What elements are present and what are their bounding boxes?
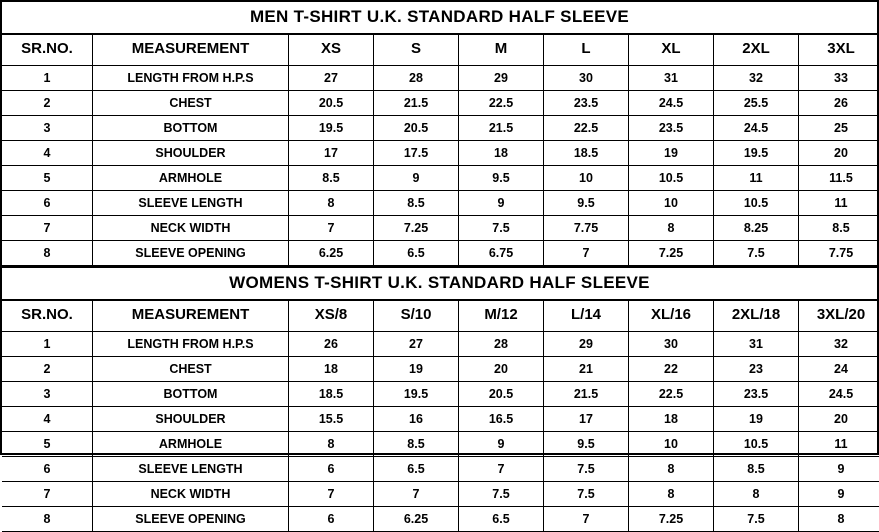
cell-xs8: 26 xyxy=(289,332,374,357)
cell-measurement: NECK WIDTH xyxy=(93,482,289,507)
cell-3xl: 20 xyxy=(799,141,879,166)
men-header-row xyxy=(2,35,879,66)
cell-3xl20: 9 xyxy=(799,457,879,482)
cell-xl: 10.5 xyxy=(629,166,714,191)
cell-s10: 6.25 xyxy=(374,507,459,532)
cell-measurement: SLEEVE OPENING xyxy=(93,241,289,266)
cell-xl: 8 xyxy=(629,216,714,241)
cell-measurement: SHOULDER xyxy=(93,407,289,432)
cell-sr: 4 xyxy=(2,141,93,166)
cell-2xl: 32 xyxy=(714,66,799,91)
men-header-sr: SR.NO. xyxy=(2,35,93,66)
cell-l: 23.5 xyxy=(544,91,629,116)
cell-s: 6.5 xyxy=(374,241,459,266)
cell-xs: 27 xyxy=(289,66,374,91)
cell-l: 7.75 xyxy=(544,216,629,241)
cell-xs8: 18 xyxy=(289,357,374,382)
cell-m12: 20 xyxy=(459,357,544,382)
men-table-head xyxy=(2,35,879,66)
womens-table-body xyxy=(2,332,879,532)
cell-sr: 6 xyxy=(2,457,93,482)
cell-2xl18: 8.5 xyxy=(714,457,799,482)
cell-measurement: LENGTH FROM H.P.S xyxy=(93,332,289,357)
womens-size-table xyxy=(2,301,879,532)
cell-measurement: SLEEVE OPENING xyxy=(93,507,289,532)
cell-s10: 6.5 xyxy=(374,457,459,482)
cell-xs: 20.5 xyxy=(289,91,374,116)
cell-sr: 5 xyxy=(2,432,93,457)
cell-l: 18.5 xyxy=(544,141,629,166)
cell-2xl18: 19 xyxy=(714,407,799,432)
cell-2xl: 19.5 xyxy=(714,141,799,166)
cell-sr: 4 xyxy=(2,407,93,432)
cell-2xl18: 23 xyxy=(714,357,799,382)
cell-measurement: LENGTH FROM H.P.S xyxy=(93,66,289,91)
cell-measurement: NECK WIDTH xyxy=(93,216,289,241)
cell-m: 9.5 xyxy=(459,166,544,191)
cell-xl16: 30 xyxy=(629,332,714,357)
cell-measurement: BOTTOM xyxy=(93,382,289,407)
cell-xl16: 18 xyxy=(629,407,714,432)
cell-xs: 8 xyxy=(289,191,374,216)
cell-xl: 7.25 xyxy=(629,241,714,266)
cell-xl16: 10 xyxy=(629,432,714,457)
table-row xyxy=(2,382,879,407)
cell-xl: 23.5 xyxy=(629,116,714,141)
cell-m12: 6.5 xyxy=(459,507,544,532)
cell-sr: 2 xyxy=(2,91,93,116)
cell-l14: 21.5 xyxy=(544,382,629,407)
womens-table-head xyxy=(2,301,879,332)
cell-m12: 9 xyxy=(459,432,544,457)
cell-3xl: 25 xyxy=(799,116,879,141)
womens-header-m12: M/12 xyxy=(459,301,544,332)
cell-l: 10 xyxy=(544,166,629,191)
cell-xs8: 6 xyxy=(289,507,374,532)
men-header-m: M xyxy=(459,35,544,66)
cell-xs8: 15.5 xyxy=(289,407,374,432)
cell-m12: 28 xyxy=(459,332,544,357)
cell-sr: 3 xyxy=(2,382,93,407)
cell-xs8: 18.5 xyxy=(289,382,374,407)
womens-header-2xl18: 2XL/18 xyxy=(714,301,799,332)
cell-sr: 8 xyxy=(2,507,93,532)
cell-s: 17.5 xyxy=(374,141,459,166)
cell-l: 30 xyxy=(544,66,629,91)
cell-sr: 7 xyxy=(2,216,93,241)
cell-xl16: 8 xyxy=(629,457,714,482)
table-row xyxy=(2,66,879,91)
cell-2xl: 8.25 xyxy=(714,216,799,241)
cell-measurement: SLEEVE LENGTH xyxy=(93,457,289,482)
cell-xl16: 8 xyxy=(629,482,714,507)
cell-l14: 17 xyxy=(544,407,629,432)
cell-m: 22.5 xyxy=(459,91,544,116)
cell-s10: 19 xyxy=(374,357,459,382)
cell-2xl18: 7.5 xyxy=(714,507,799,532)
cell-l: 7 xyxy=(544,241,629,266)
men-header-measurement: MEASUREMENT xyxy=(93,35,289,66)
cell-l: 22.5 xyxy=(544,116,629,141)
cell-s: 28 xyxy=(374,66,459,91)
womens-header-3xl20: 3XL/20 xyxy=(799,301,879,332)
cell-xs8: 6 xyxy=(289,457,374,482)
cell-s10: 19.5 xyxy=(374,382,459,407)
cell-s10: 8.5 xyxy=(374,432,459,457)
cell-m12: 16.5 xyxy=(459,407,544,432)
men-table-body xyxy=(2,66,879,266)
cell-xs: 19.5 xyxy=(289,116,374,141)
table-row xyxy=(2,141,879,166)
cell-l14: 7.5 xyxy=(544,457,629,482)
table-row xyxy=(2,457,879,482)
cell-sr: 7 xyxy=(2,482,93,507)
men-header-xl: XL xyxy=(629,35,714,66)
cell-l14: 7 xyxy=(544,507,629,532)
men-section-title: MEN T-SHIRT U.K. STANDARD HALF SLEEVE xyxy=(2,2,877,35)
cell-2xl: 24.5 xyxy=(714,116,799,141)
cell-measurement: BOTTOM xyxy=(93,116,289,141)
table-row xyxy=(2,407,879,432)
cell-m: 21.5 xyxy=(459,116,544,141)
table-row xyxy=(2,332,879,357)
men-header-3xl: 3XL xyxy=(799,35,879,66)
cell-xs: 7 xyxy=(289,216,374,241)
cell-sr: 1 xyxy=(2,66,93,91)
table-row xyxy=(2,507,879,532)
womens-header-measurement: MEASUREMENT xyxy=(93,301,289,332)
cell-3xl20: 32 xyxy=(799,332,879,357)
cell-xl: 31 xyxy=(629,66,714,91)
table-row xyxy=(2,166,879,191)
cell-xl: 24.5 xyxy=(629,91,714,116)
cell-3xl20: 24 xyxy=(799,357,879,382)
cell-sr: 8 xyxy=(2,241,93,266)
cell-3xl: 7.75 xyxy=(799,241,879,266)
cell-measurement: CHEST xyxy=(93,91,289,116)
womens-header-row xyxy=(2,301,879,332)
cell-3xl20: 11 xyxy=(799,432,879,457)
cell-m12: 20.5 xyxy=(459,382,544,407)
cell-s10: 7 xyxy=(374,482,459,507)
cell-xl16: 22.5 xyxy=(629,382,714,407)
cell-2xl: 25.5 xyxy=(714,91,799,116)
cell-3xl: 11 xyxy=(799,191,879,216)
cell-l14: 29 xyxy=(544,332,629,357)
cell-s: 21.5 xyxy=(374,91,459,116)
cell-l: 9.5 xyxy=(544,191,629,216)
cell-3xl: 11.5 xyxy=(799,166,879,191)
cell-3xl20: 9 xyxy=(799,482,879,507)
cell-2xl: 7.5 xyxy=(714,241,799,266)
cell-l14: 7.5 xyxy=(544,482,629,507)
womens-header-l14: L/14 xyxy=(544,301,629,332)
cell-xs8: 7 xyxy=(289,482,374,507)
cell-sr: 2 xyxy=(2,357,93,382)
cell-sr: 5 xyxy=(2,166,93,191)
cell-3xl20: 24.5 xyxy=(799,382,879,407)
men-header-s: S xyxy=(374,35,459,66)
table-row xyxy=(2,191,879,216)
table-row xyxy=(2,91,879,116)
cell-xs: 17 xyxy=(289,141,374,166)
cell-s10: 27 xyxy=(374,332,459,357)
cell-2xl: 11 xyxy=(714,166,799,191)
cell-l14: 21 xyxy=(544,357,629,382)
cell-xs: 8.5 xyxy=(289,166,374,191)
cell-xl16: 22 xyxy=(629,357,714,382)
cell-3xl: 26 xyxy=(799,91,879,116)
cell-m12: 7.5 xyxy=(459,482,544,507)
cell-3xl: 8.5 xyxy=(799,216,879,241)
cell-xs8: 8 xyxy=(289,432,374,457)
table-row xyxy=(2,432,879,457)
cell-sr: 6 xyxy=(2,191,93,216)
cell-measurement: ARMHOLE xyxy=(93,432,289,457)
womens-header-sr: SR.NO. xyxy=(2,301,93,332)
cell-sr: 3 xyxy=(2,116,93,141)
cell-measurement: SHOULDER xyxy=(93,141,289,166)
cell-s: 8.5 xyxy=(374,191,459,216)
cell-l14: 9.5 xyxy=(544,432,629,457)
cell-2xl: 10.5 xyxy=(714,191,799,216)
cell-m: 6.75 xyxy=(459,241,544,266)
table-row xyxy=(2,216,879,241)
cell-3xl: 33 xyxy=(799,66,879,91)
cell-3xl20: 8 xyxy=(799,507,879,532)
cell-m: 9 xyxy=(459,191,544,216)
table-row xyxy=(2,357,879,382)
cell-sr: 1 xyxy=(2,332,93,357)
cell-m12: 7 xyxy=(459,457,544,482)
cell-measurement: SLEEVE LENGTH xyxy=(93,191,289,216)
table-row xyxy=(2,116,879,141)
cell-m: 29 xyxy=(459,66,544,91)
cell-s: 9 xyxy=(374,166,459,191)
men-header-2xl: 2XL xyxy=(714,35,799,66)
cell-xl16: 7.25 xyxy=(629,507,714,532)
cell-measurement: CHEST xyxy=(93,357,289,382)
cell-2xl18: 23.5 xyxy=(714,382,799,407)
womens-header-xl16: XL/16 xyxy=(629,301,714,332)
cell-m: 18 xyxy=(459,141,544,166)
cell-xl: 10 xyxy=(629,191,714,216)
cell-xl: 19 xyxy=(629,141,714,166)
womens-section-title: WOMENS T-SHIRT U.K. STANDARD HALF SLEEVE xyxy=(2,266,877,301)
men-size-table xyxy=(2,35,879,266)
cell-2xl18: 31 xyxy=(714,332,799,357)
cell-3xl20: 20 xyxy=(799,407,879,432)
table-row xyxy=(2,482,879,507)
table-row xyxy=(2,241,879,266)
cell-m: 7.5 xyxy=(459,216,544,241)
cell-s: 20.5 xyxy=(374,116,459,141)
womens-header-xs8: XS/8 xyxy=(289,301,374,332)
cell-s10: 16 xyxy=(374,407,459,432)
cell-measurement: ARMHOLE xyxy=(93,166,289,191)
cell-xs: 6.25 xyxy=(289,241,374,266)
men-header-xs: XS xyxy=(289,35,374,66)
men-header-l: L xyxy=(544,35,629,66)
cell-s: 7.25 xyxy=(374,216,459,241)
womens-header-s10: S/10 xyxy=(374,301,459,332)
cell-2xl18: 10.5 xyxy=(714,432,799,457)
cell-2xl18: 8 xyxy=(714,482,799,507)
